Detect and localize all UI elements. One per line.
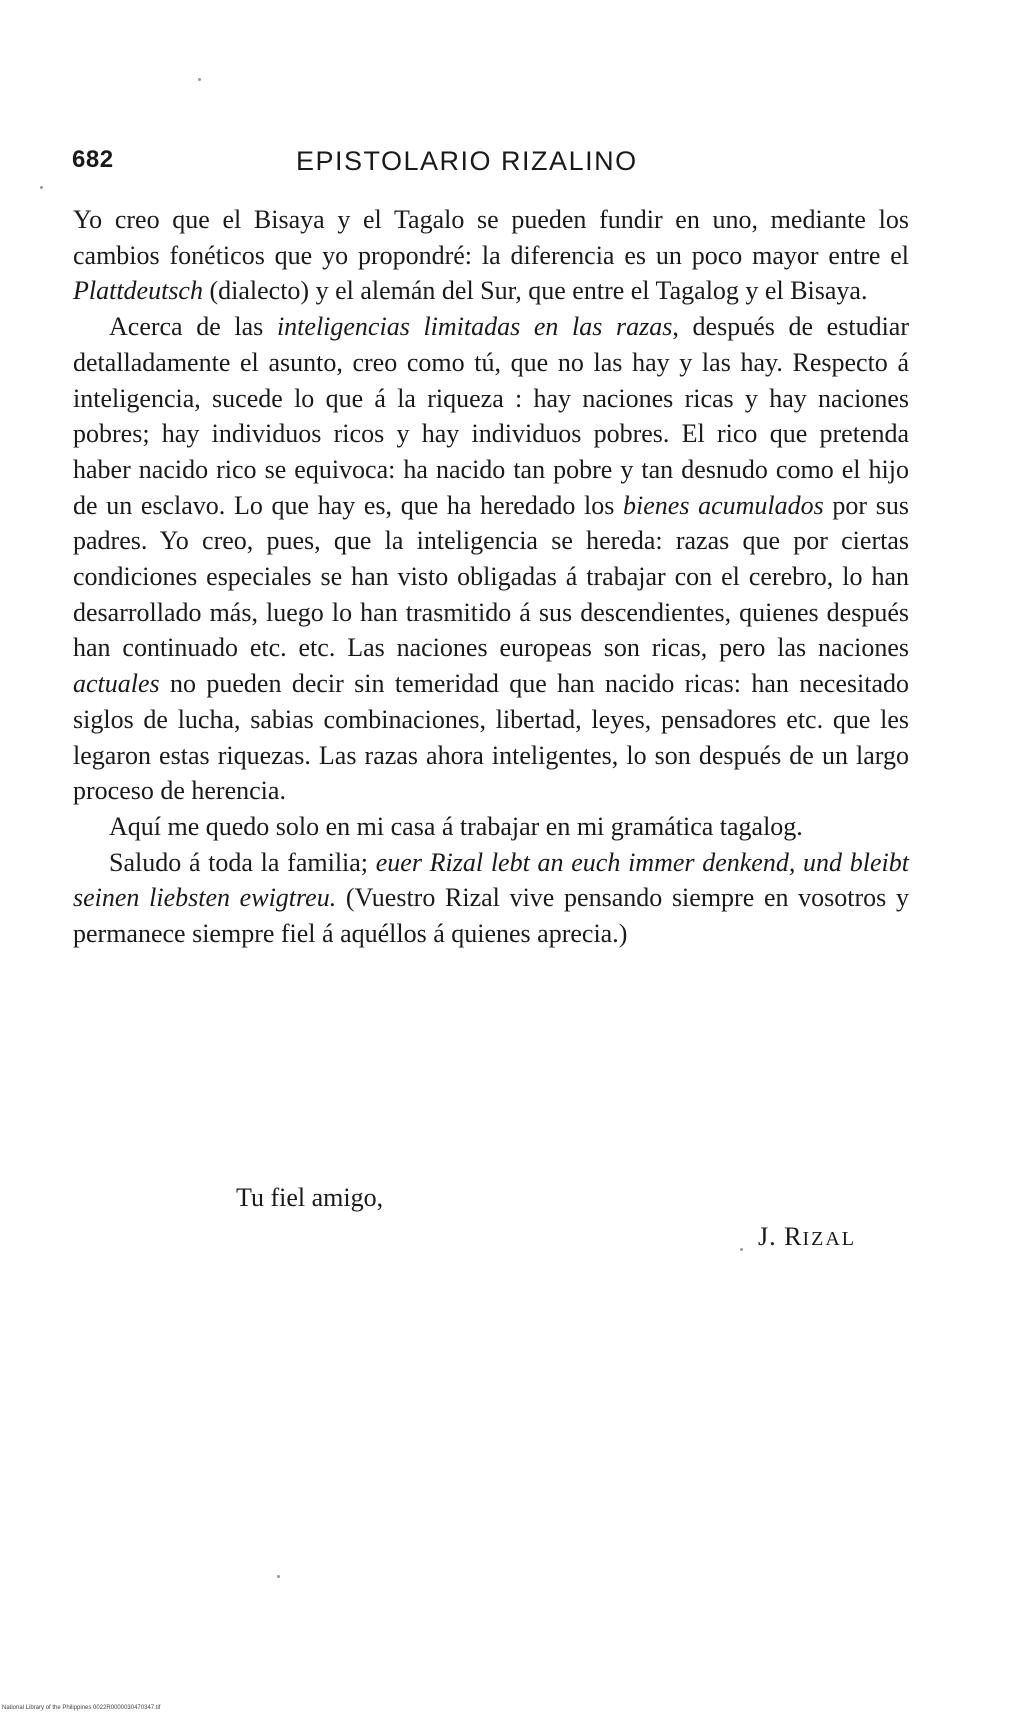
paragraph-2-italic-f: actuales: [73, 669, 160, 699]
paragraph-2: [73, 309, 909, 809]
scan-credit: National Library of the Philippines 0022R0000030470347.tif: [2, 1705, 161, 1711]
paragraph-1-text-a: Yo creo que el Bisaya y el Tagalo se pueden fundir en uno, mediante los cambios fonéticos que yo propondré: la diferencia es un poco mayor entre el: [73, 205, 909, 270]
paragraph-2-text-c: , después de estudiar detalladamente el asunto, creo como tú, que no las hay y las hay. Respecto á inteligencia, sucede lo que á la riqueza : hay naciones ricas y hay naciones pobres; hay individuos ricos y hay individuos pobres. El rico que pretenda haber nacido rico se equivoca: ha nacido tan pobre y tan desnudo como el hijo de un esclavo. Lo que hay es, que ha heredado los: [73, 312, 909, 520]
page-number: 682: [72, 146, 114, 173]
paragraph-2-italic-b: inteligencias limitadas en las razas: [276, 312, 673, 342]
paragraph-4-text-a: Saludo á toda la familia;: [109, 847, 376, 877]
signature-small-caps: IZAL: [802, 1228, 857, 1250]
scan-speck: [40, 186, 43, 189]
signature: [758, 1222, 856, 1252]
paragraph-4-text-c: (Vuestro Rizal vive pensando siempre en vosotros y permanece siempre fiel á aquéllos á quienes aprecia.): [73, 883, 909, 949]
signature-initial: J. R: [758, 1222, 803, 1251]
paragraph-2-text-g: no pueden decir sin temeridad que han nacido ricas: han necesitado siglos de lucha, sabias combinaciones, libertad, leyes, pensadores etc. que les legaron estas riquezas. Las razas ahora inteligentes, lo son después de un largo proceso de herencia.: [73, 669, 909, 806]
letter-body: [73, 202, 909, 952]
scan-speck: [740, 1248, 743, 1251]
paragraph-1-italic: Plattdeutsch: [73, 276, 203, 306]
paragraph-1-text-c: (dialecto) y el alemán del Sur, que entre el Tagalog y el Bisaya.: [202, 276, 868, 306]
scan-speck: [198, 78, 201, 81]
running-head: [72, 146, 908, 186]
scan-speck: [277, 1575, 280, 1578]
paragraph-2-italic-d: bienes acumulados: [623, 490, 824, 520]
running-title: EPISTOLARIO RIZALINO: [296, 146, 638, 176]
paragraph-3: [73, 809, 909, 845]
paragraph-1: [73, 202, 909, 309]
paragraph-4: [73, 845, 909, 952]
closing-salutation: Tu fiel amigo,: [236, 1183, 384, 1212]
paragraph-3-text: Aquí me quedo solo en mi casa á trabajar en mi gramática tagalog.: [109, 811, 803, 841]
paragraph-2-text-e: por sus padres. Yo creo, pues, que la inteligencia se hereda: razas que por ciertas condiciones especiales se han visto obligadas á trabajar con el cerebro, lo han desarrollado más, luego lo han trasmitido á sus descendientes, quienes después han continuado etc. etc. Las naciones europeas son ricas, pero las naciones: [73, 490, 909, 663]
paragraph-2-text-a: Acerca de las: [109, 312, 277, 342]
paragraph-4-italic-german: euer Rizal lebt an euch immer denkend, und bleibt seinen liebsten ewigtreu.: [73, 847, 909, 913]
